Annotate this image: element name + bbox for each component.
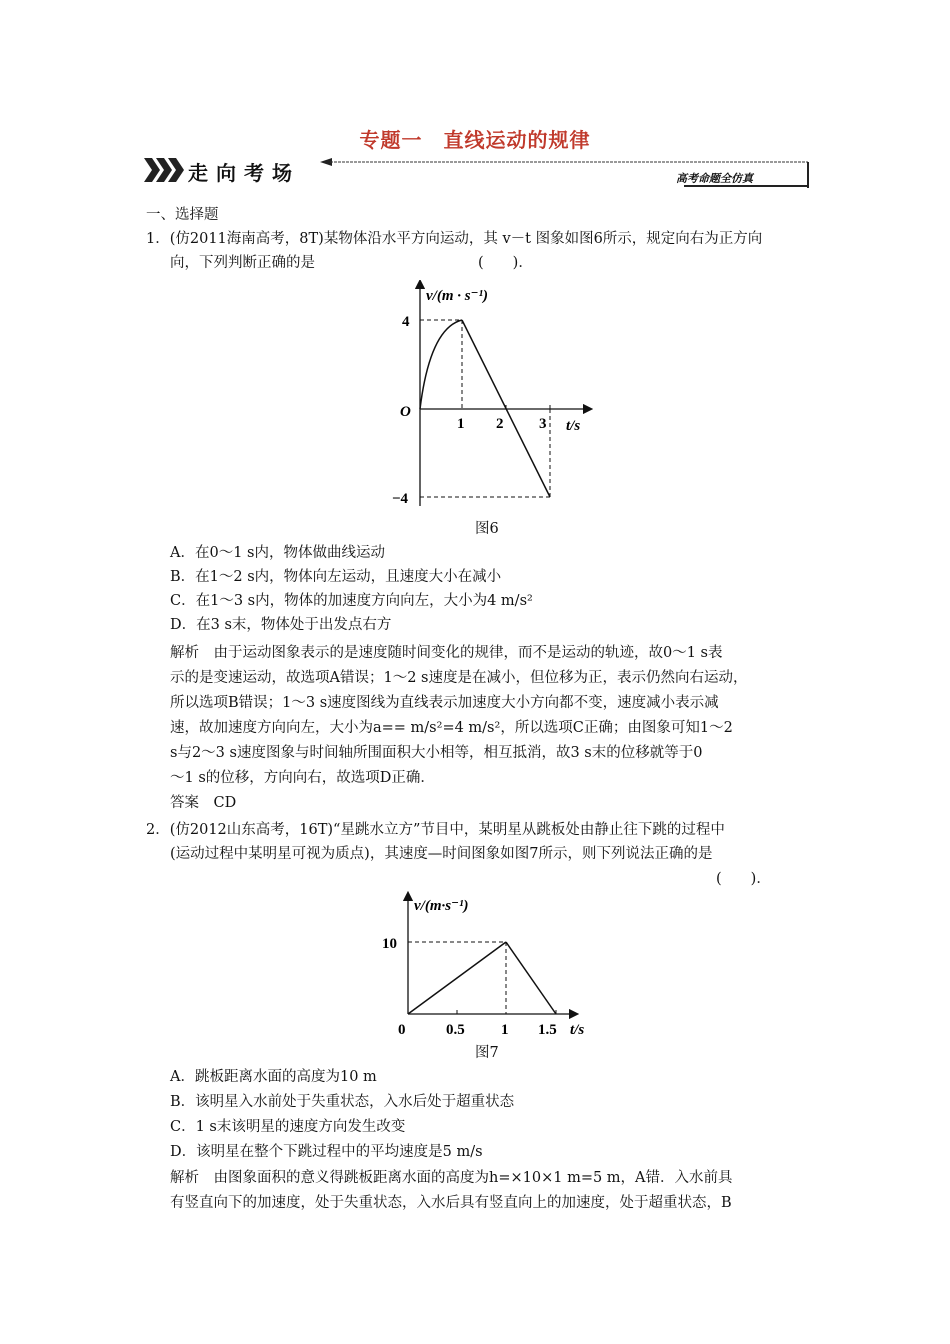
y-axis-label: v/(m · s⁻¹) [426, 288, 488, 304]
x-axis-label: t/s [566, 418, 581, 434]
q2-option-b: B．该明星入水前处于失重状态，入水后处于超重状态 [170, 1094, 515, 1110]
q2-stem-line1: 2．(仿2012山东高考，16T)“星跳水立方”节目中，某明星从跳板处由静止往下跳的过程中 [146, 822, 725, 838]
y-tick-10: 10 [382, 936, 397, 952]
banner-right-text: 高考命题全仿真 [676, 172, 753, 185]
curve-0-1s [420, 320, 462, 409]
q1-analysis-line5: s与2～3 s速度图象与时间轴所围面积大小相等，相互抵消，故3 s末的位移就等于0 [170, 745, 703, 761]
line-1-1.5s [506, 942, 556, 1014]
x-tick-0.5: 0.5 [446, 1022, 465, 1038]
x-tick-2: 2 [496, 416, 504, 432]
y-axis-label: v/(m·s⁻¹) [414, 898, 469, 914]
q1-answer-blank: ( )． [478, 255, 533, 271]
q2-stem-line2: (运动过程中某明星可视为质点)，其速度—时间图象如图7所示，则下列说法正确的是 [170, 846, 713, 862]
origin-label: O [400, 404, 411, 420]
q1-analysis-line6: ～1 s的位移，方向向右，故选项D正确． [170, 770, 435, 786]
q2-answer-blank: ( )． [716, 871, 771, 887]
q1-stem-line1: 1．(仿2011海南高考，8T)某物体沿水平方向运动，其 v－t 图象如图6所示，规定向右为正方向 [146, 231, 763, 247]
q1-option-a: A．在0～1 s内，物体做曲线运动 [170, 545, 385, 561]
q2-analysis-line2: 有竖直向下的加速度，处于失重状态，入水后具有竖直向上的加速度，处于超重状态，B [170, 1195, 732, 1211]
x-tick-1.5: 1.5 [538, 1022, 557, 1038]
q2-option-c: C．1 s末该明星的速度方向发生改变 [170, 1119, 406, 1135]
y-tick-4: 4 [402, 314, 410, 330]
q1-analysis-line3: 所以选项B错误；1～3 s速度图线为直线表示加速度大小方向都不变，速度减小表示减 [170, 695, 719, 711]
section-label: 走向考场 [188, 161, 300, 185]
q1-option-c: C．在1～3 s内，物体的加速度方向向左，大小为4 m/s² [170, 593, 533, 609]
q1-answer: 答案 CD [170, 795, 237, 811]
q1-analysis-line4: 速，故加速度方向向左，大小为a== m/s²=4 m/s²，所以选项C正确；由图象可知1～2 [170, 720, 733, 736]
q2-analysis-line1: 解析 由图象面积的意义得跳板距离水面的高度为h=×10×1 m=5 m，A错．入水前具 [170, 1170, 733, 1186]
q1-option-b: B．在1～2 s内，物体向左运动，且速度大小在减小 [170, 569, 502, 585]
x-tick-3: 3 [539, 416, 547, 432]
section-heading: 一、选择题 [146, 207, 219, 223]
q1-stem-line2: 向，下列判断正确的是 [170, 255, 315, 271]
q2-option-d: D．该明星在整个下跳过程中的平均速度是5 m/s [170, 1144, 483, 1160]
figure-6-caption: 图6 [475, 521, 499, 537]
q1-analysis-line2: 示的是变速运动，故选项A错误；1～2 s速度是在减小，但位移为正，表示仍然向右运动， [170, 670, 748, 686]
figure-7-vt-graph [378, 890, 618, 1040]
x-tick-1: 1 [501, 1022, 509, 1038]
page-title: 专题一 直线运动的规律 [359, 128, 591, 152]
x-axis-label: t/s [570, 1022, 585, 1038]
line-0-1s [408, 942, 506, 1014]
q1-analysis-line1: 解析 由于运动图象表示的是速度随时间变化的规律，而不是运动的轨迹，故0～1 s表 [170, 645, 723, 661]
q1-option-d: D．在3 s末，物体处于出发点右方 [170, 617, 392, 633]
figure-7-caption: 图7 [475, 1045, 499, 1061]
chevron-right-icon [144, 158, 184, 182]
x-tick-1: 1 [457, 416, 465, 432]
q2-option-a: A．跳板距离水面的高度为10 m [170, 1069, 377, 1085]
x-tick-0: 0 [398, 1022, 406, 1038]
figure-6-vt-graph [390, 280, 610, 512]
y-tick-neg4: −4 [392, 491, 409, 507]
